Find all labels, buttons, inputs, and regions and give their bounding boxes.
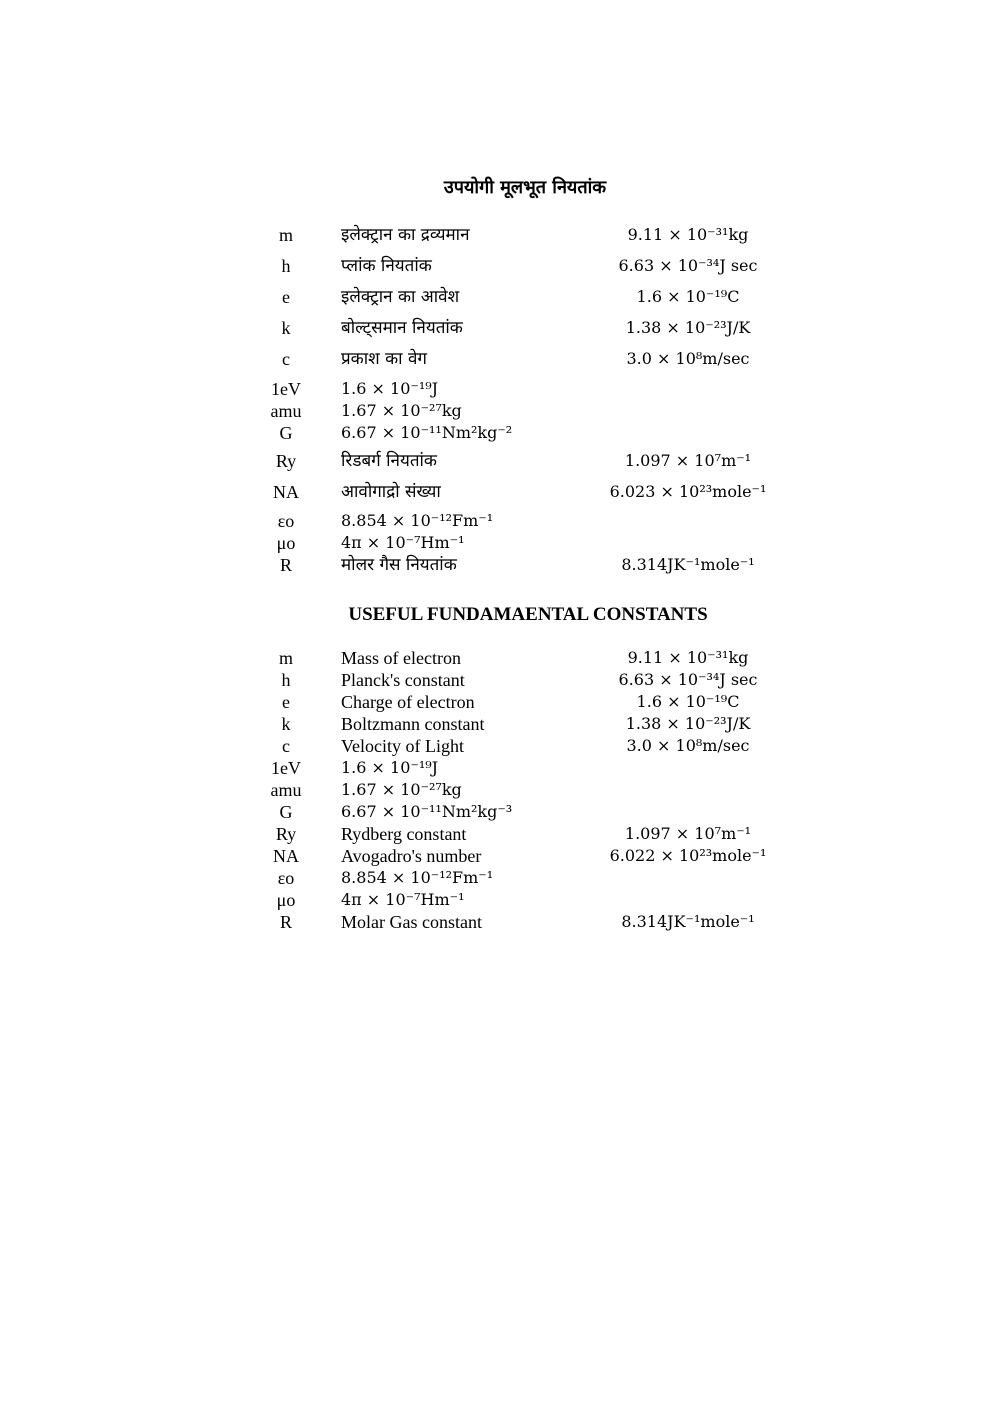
constant-symbol: εo bbox=[277, 511, 295, 531]
constant-value: 9.11 × 10⁻³¹kg bbox=[627, 648, 749, 667]
constant-description: Avogadro's number bbox=[341, 846, 482, 866]
table-row bbox=[0, 669, 992, 691]
table-row bbox=[0, 224, 992, 246]
table-row bbox=[0, 801, 992, 823]
constant-value: 6.63 × 10⁻³⁴J sec bbox=[618, 670, 758, 689]
constant-symbol: μo bbox=[276, 890, 296, 910]
constant-description: 1.67 × 10⁻²⁷kg bbox=[341, 401, 462, 420]
constant-description: रिडबर्ग नियतांक bbox=[341, 451, 437, 471]
constant-value: 9.11 × 10⁻³¹kg bbox=[627, 225, 749, 244]
constant-symbol: NA bbox=[273, 482, 299, 502]
table-row bbox=[0, 757, 992, 779]
constant-symbol: amu bbox=[270, 401, 302, 421]
table-row bbox=[0, 532, 992, 554]
table-row bbox=[0, 510, 992, 532]
constant-description: 4π × 10⁻⁷Hm⁻¹ bbox=[341, 890, 465, 909]
constant-value: 1.38 × 10⁻²³J/K bbox=[625, 714, 751, 733]
constant-symbol: amu bbox=[270, 780, 302, 800]
table-row bbox=[0, 348, 992, 370]
table-row bbox=[0, 255, 992, 277]
constant-symbol: Ry bbox=[275, 451, 297, 471]
hindi-title: उपयोगी मूलभूत नियतांक bbox=[443, 177, 607, 198]
constant-symbol: 1eV bbox=[271, 758, 301, 778]
table-row bbox=[0, 823, 992, 845]
constant-symbol: h bbox=[281, 670, 291, 690]
table-row bbox=[0, 481, 992, 503]
constant-description: 8.854 × 10⁻¹²Fm⁻¹ bbox=[341, 511, 494, 530]
constant-description: 4π × 10⁻⁷Hm⁻¹ bbox=[341, 533, 465, 552]
constant-symbol: c bbox=[282, 736, 290, 756]
constant-description: प्लांक नियतांक bbox=[341, 256, 432, 276]
table-row bbox=[0, 889, 992, 911]
constant-value: 3.0 × 10⁸m/sec bbox=[626, 349, 750, 368]
constant-symbol: μo bbox=[276, 533, 296, 553]
table-row bbox=[0, 422, 992, 444]
constant-description: मोलर गैस नियतांक bbox=[341, 555, 457, 575]
constant-description: 6.67 × 10⁻¹¹Nm²kg⁻³ bbox=[341, 802, 513, 821]
table-row bbox=[0, 867, 992, 889]
constant-symbol: e bbox=[282, 692, 290, 712]
constant-description: बोल्ट्समान नियतांक bbox=[341, 318, 463, 338]
constant-symbol: m bbox=[278, 648, 293, 668]
constant-symbol: k bbox=[281, 318, 291, 338]
constant-description: Velocity of Light bbox=[341, 736, 464, 756]
constant-symbol: Ry bbox=[275, 824, 297, 844]
table-row bbox=[0, 713, 992, 735]
constant-description: 8.854 × 10⁻¹²Fm⁻¹ bbox=[341, 868, 494, 887]
table-row bbox=[0, 378, 992, 400]
constant-symbol: k bbox=[281, 714, 291, 734]
constant-value: 1.38 × 10⁻²³J/K bbox=[625, 318, 751, 337]
constant-description: Mass of electron bbox=[341, 648, 461, 668]
constant-description: प्रकाश का वेग bbox=[341, 349, 427, 369]
constant-symbol: R bbox=[279, 555, 292, 575]
table-row bbox=[0, 317, 992, 339]
table-row bbox=[0, 450, 992, 472]
table-row bbox=[0, 400, 992, 422]
constant-description: Molar Gas constant bbox=[341, 912, 482, 932]
constant-symbol: G bbox=[279, 802, 293, 822]
table-row bbox=[0, 911, 992, 933]
constant-symbol: G bbox=[279, 423, 293, 443]
constant-description: 1.67 × 10⁻²⁷kg bbox=[341, 780, 462, 799]
constant-value: 8.314JK⁻¹mole⁻¹ bbox=[621, 555, 755, 574]
constant-description: इलेक्ट्रान का द्रव्यमान bbox=[341, 225, 470, 245]
table-row bbox=[0, 554, 992, 576]
constant-description: Planck's constant bbox=[341, 670, 465, 690]
table-row bbox=[0, 779, 992, 801]
table-row bbox=[0, 735, 992, 757]
constant-symbol: e bbox=[282, 287, 290, 307]
constant-description: आवोगाद्रो संख्या bbox=[341, 482, 441, 502]
constant-symbol: 1eV bbox=[271, 379, 301, 399]
constant-symbol: R bbox=[279, 912, 292, 932]
constant-value: 1.097 × 10⁷m⁻¹ bbox=[624, 451, 752, 470]
constant-value: 3.0 × 10⁸m/sec bbox=[626, 736, 750, 755]
constant-description: Rydberg constant bbox=[341, 824, 467, 844]
constant-symbol: c bbox=[282, 349, 290, 369]
constant-value: 1.6 × 10⁻¹⁹C bbox=[636, 287, 740, 306]
constant-symbol: m bbox=[278, 225, 293, 245]
constant-description: Charge of electron bbox=[341, 692, 475, 712]
constant-symbol: h bbox=[281, 256, 291, 276]
constant-description: इलेक्ट्रान का आवेश bbox=[341, 287, 460, 307]
constant-value: 8.314JK⁻¹mole⁻¹ bbox=[621, 912, 755, 931]
table-row bbox=[0, 691, 992, 713]
constant-symbol: NA bbox=[273, 846, 299, 866]
constant-value: 1.6 × 10⁻¹⁹C bbox=[636, 692, 740, 711]
table-row bbox=[0, 286, 992, 308]
english-title: USEFUL FUNDAMAENTAL CONSTANTS bbox=[348, 604, 708, 625]
constant-description: Boltzmann constant bbox=[341, 714, 485, 734]
constant-description: 6.67 × 10⁻¹¹Nm²kg⁻² bbox=[341, 423, 513, 442]
constant-description: 1.6 × 10⁻¹⁹J bbox=[341, 758, 439, 777]
constant-value: 6.022 × 10²³mole⁻¹ bbox=[609, 846, 767, 865]
constant-description: 1.6 × 10⁻¹⁹J bbox=[341, 379, 439, 398]
constant-symbol: εo bbox=[277, 868, 295, 888]
constant-value: 6.63 × 10⁻³⁴J sec bbox=[618, 256, 758, 275]
table-row bbox=[0, 647, 992, 669]
constant-value: 6.023 × 10²³mole⁻¹ bbox=[609, 482, 767, 501]
table-row bbox=[0, 845, 992, 867]
constant-value: 1.097 × 10⁷m⁻¹ bbox=[624, 824, 752, 843]
